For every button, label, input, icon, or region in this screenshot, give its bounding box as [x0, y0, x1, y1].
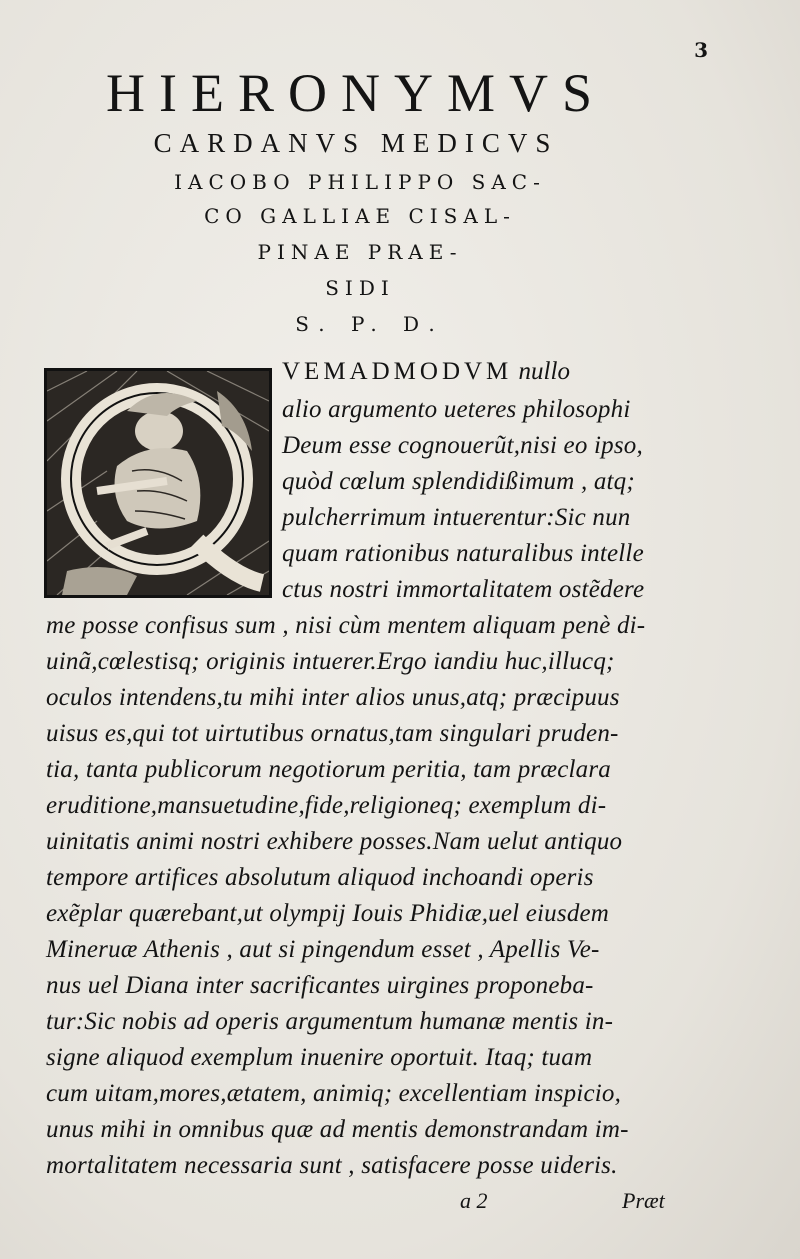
- decorated-initial-q-icon: [44, 368, 272, 598]
- text-line: nus uel Diana inter sacrificantes uirgines proponeba-: [46, 972, 594, 999]
- text-line: tempore artifices absolutum aliquod inchoandi operis: [46, 864, 594, 891]
- title-author-profession: CARDANVS MEDICVS: [153, 128, 559, 158]
- text-line: uisus es,qui tot uirtutibus ornatus,tam singulari pruden-: [46, 720, 619, 747]
- text-line: pulcherrimum intuerentur:Sic nun: [282, 504, 631, 531]
- text-line: eruditione,mansuetudine,fide,religioneq; exemplum di-: [46, 792, 607, 819]
- text-line: exẽplar quærebant,ut olympij Iouis Phidiæ,uel eiusdem: [46, 900, 610, 927]
- text-line-1-italic: nullo: [512, 358, 570, 385]
- text-line: Mineruæ Athenis , aut si pingendum esset , Apellis Ve-: [46, 936, 600, 963]
- dedication-line-1: IACOBO PHILIPPO SAC-: [174, 170, 546, 194]
- dedication-line-2: CO GALLIAE CISAL-: [204, 204, 516, 228]
- text-line: oculos intendens,tu mihi inter alios unus,atq; præcipuus: [46, 684, 620, 711]
- text-line: uinã,cœlestisq; originis intuerer.Ergo iandiu huc,illucq;: [46, 648, 615, 675]
- dedication-line-3: PINAE PRAE-: [257, 240, 463, 264]
- text-line: tia, tanta publicorum negotiorum peritia, tam præclara: [46, 756, 611, 783]
- text-line: Deum esse cognouerũt,nisi eo ipso,: [282, 432, 643, 459]
- text-line: quam rationibus naturalibus intelle: [282, 540, 644, 567]
- catchword: Præt: [622, 1188, 665, 1213]
- text-line: signe aliquod exemplum inuenire oportuit. Itaq; tuam: [46, 1044, 593, 1071]
- title-author-name: HIERONYMVS: [105, 63, 607, 123]
- text-line: me posse confisus sum , nisi cùm mentem aliquam penè di-: [46, 612, 646, 639]
- text-line: ctus nostri immortalitatem ostẽdere: [282, 576, 645, 603]
- text-line: alio argumento ueteres philosophi: [282, 396, 631, 423]
- text-line: quòd cœlum splendidißimum , atq;: [282, 468, 635, 495]
- text-line: cum uitam,mores,ætatem, animiq; excellentiam inspicio,: [46, 1080, 622, 1107]
- text-line-1-roman: VEMADMODVM: [282, 358, 513, 385]
- salutation: S. P. D.: [295, 312, 445, 336]
- text-line: uinitatis animi nostri exhibere posses.Nam uelut antiquo: [46, 828, 623, 855]
- signature-mark: a 2: [460, 1188, 488, 1213]
- text-line: mortalitatem necessaria sunt , satisfacere posse uideris.: [46, 1152, 618, 1179]
- text-line: unus mihi in omnibus quæ ad mentis demonstrandam im-: [46, 1116, 629, 1143]
- text-line-1: [282, 358, 570, 386]
- text-line: tur:Sic nobis ad operis argumentum humanæ mentis in-: [46, 1008, 614, 1035]
- dedication-line-4: SIDI: [325, 276, 395, 300]
- page-number: 3: [694, 38, 708, 62]
